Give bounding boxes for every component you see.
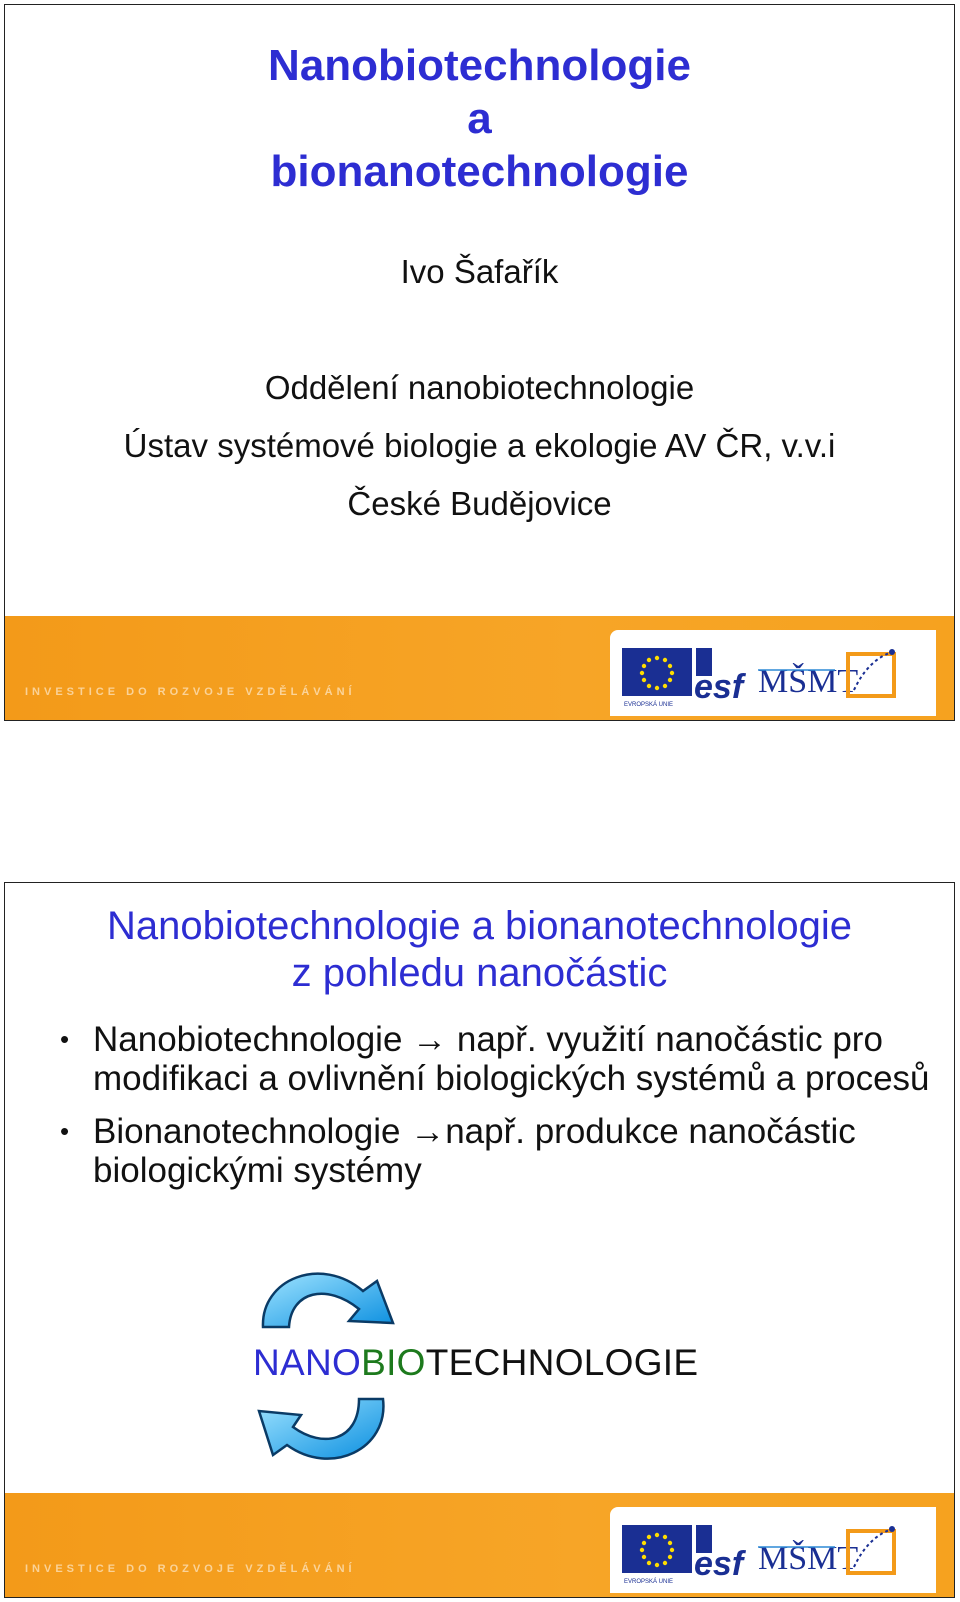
bullet-item: • Nanobiotechnologie → např. využití nanočástic pro modifikaci a ovlivnění biologických systémů a procesů	[60, 1020, 940, 1098]
eu-label: EVROPSKÁ UNIE	[624, 702, 674, 708]
slide-title	[5, 903, 954, 997]
footer-banner	[5, 616, 954, 720]
esf-logo-icon	[694, 648, 747, 706]
nano-part: NANO	[253, 1342, 362, 1383]
bullet-item: • Bionanotechnologie →např. produkce nanočástic biologickými systémy	[60, 1112, 940, 1190]
footer-banner	[5, 1493, 954, 1597]
bullet-list	[60, 1020, 940, 1204]
title-line: z pohledu nanočástic	[291, 951, 668, 995]
bottom-arrow-icon	[259, 1399, 383, 1459]
nanobiotechnology-word	[253, 1342, 698, 1384]
affiliation-institute: Ústav systémové biologie a ekologie AV ČR, v.v.i	[123, 427, 836, 464]
banner-text: INVESTICE DO ROZVOJE VZDĚLÁVÁNÍ	[25, 1563, 356, 1575]
eu-flag-icon	[622, 1525, 692, 1585]
affiliation-city: České Budějovice	[347, 485, 612, 522]
content-slide	[4, 882, 955, 1598]
esf-logo-icon	[694, 1525, 747, 1583]
title-line: a	[467, 94, 492, 143]
msmt-label: MŠMT	[758, 1540, 859, 1577]
msmt-logo-icon	[758, 1539, 858, 1577]
slide-title	[5, 39, 954, 198]
logo-panel	[610, 1507, 936, 1593]
banner-text: INVESTICE DO ROZVOJE VZDĚLÁVÁNÍ	[25, 686, 356, 698]
eu-label: EVROPSKÁ UNIE	[624, 1579, 674, 1585]
eu-flag-icon	[622, 648, 692, 708]
title-line: Nanobiotechnologie a bionanotechnologie	[106, 904, 853, 948]
title-slide	[4, 4, 955, 721]
bio-part: BIO	[361, 1342, 426, 1383]
affiliation-department: Oddělení nanobiotechnologie	[264, 369, 695, 406]
esf-label: esf	[694, 1545, 744, 1583]
author-name: Ivo Šafařík	[400, 253, 559, 290]
esf-label: esf	[694, 668, 744, 706]
title-line: Nanobiotechnologie	[268, 41, 691, 90]
msmt-label: MŠMT	[758, 663, 859, 700]
msmt-logo-icon	[758, 662, 858, 700]
tech-part: TECHNOLOGIE	[425, 1342, 699, 1383]
top-arrow-icon	[263, 1274, 393, 1327]
logo-panel	[610, 630, 936, 716]
title-line: bionanotechnologie	[270, 147, 689, 196]
